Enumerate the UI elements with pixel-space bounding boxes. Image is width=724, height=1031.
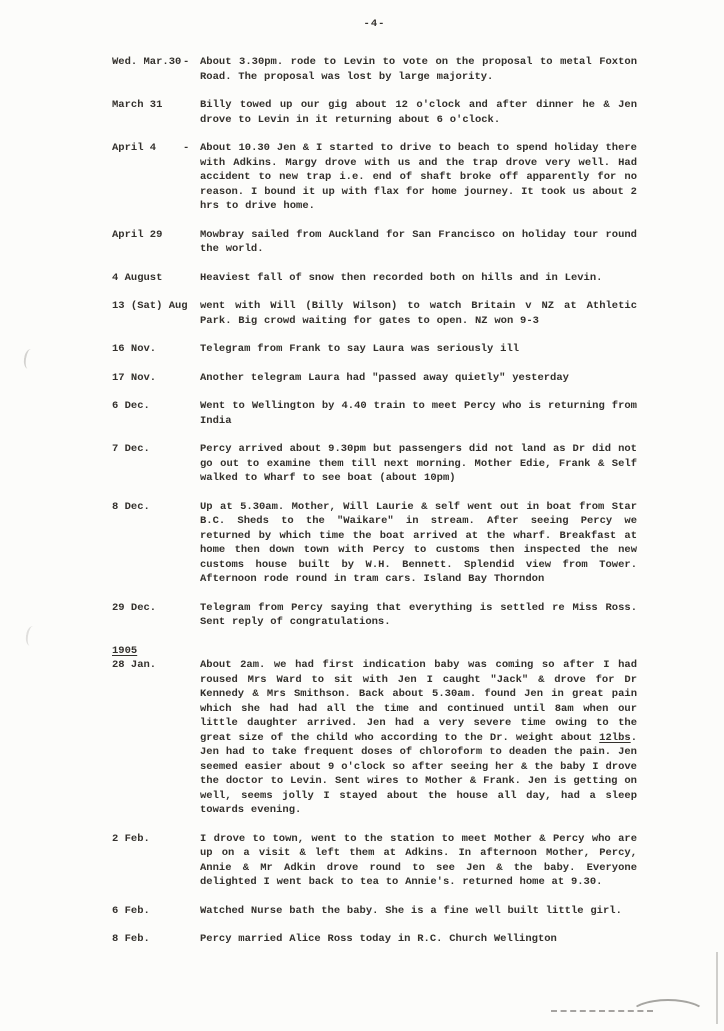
entry-text: I drove to town, went to the station to meet Mother & Percy who are up on a visit & left them at Adkins. In afternoon Mother, Percy, Annie & Mr Adkin drove round to see Jen & the baby. Everyone delighted I went back to tea to Annie's. returned home at 9.30.: [200, 832, 637, 888]
entry-date: 17 Nov.: [112, 371, 157, 384]
entry-date: 8 Dec.: [112, 500, 150, 513]
year-heading: 1905: [112, 644, 138, 657]
diary-entry: [112, 299, 637, 328]
entry-date: 16 Nov.: [112, 343, 157, 355]
diary-entry: [112, 98, 637, 127]
underlined-weight: 12lbs: [599, 731, 631, 744]
entry-text: Telegram from Percy saying that everything is settled re Miss Ross. Sent reply of congratulations.: [200, 601, 637, 628]
entry-date: Wed. Mar.30: [112, 56, 182, 68]
entry-date: 7 Dec.: [112, 443, 150, 455]
entry-date: March 31: [112, 99, 163, 111]
diary-entry: [112, 832, 637, 890]
diary-entry: [112, 442, 637, 486]
diary-entry: [112, 932, 637, 947]
entry-date: 28 Jan.: [112, 659, 157, 671]
entry-text: Percy married Alice Ross today in R.C. Church Wellington: [200, 933, 557, 945]
year-heading-row: [112, 644, 637, 659]
entry-text: Watched Nurse bath the baby. She is a fine well built little girl.: [200, 904, 622, 917]
diary-entry: [112, 271, 637, 286]
diary-entry: [112, 904, 637, 919]
entry-dash: -: [183, 142, 190, 154]
entry-text: Mowbray sailed from Auckland for San Francisco on holiday tour round the world.: [200, 228, 637, 255]
entry-text: went with Will (Billy Wilson) to watch Britain v NZ at Athletic Park. Big crowd waiting for gates to open. NZ won 9-3: [200, 300, 637, 327]
scan-curl-mark: [25, 625, 39, 646]
entry-text: - About 3.30pm. rode to Levin to vote on the proposal to metal Foxton Road. The proposal was lost by large majority.: [183, 56, 637, 83]
page-curl-arc: [629, 999, 707, 1031]
entry-date: April 29: [112, 228, 163, 241]
entry-dash: -: [183, 56, 190, 68]
entry-date: 6 Feb.: [112, 904, 150, 917]
entry-text: Billy towed up our gig about 12 o'clock and after dinner he & Jen drove to Levin in it returning about 6 o'clock.: [200, 99, 637, 126]
entry-date: 13 (Sat) Aug: [112, 300, 188, 312]
diary-entry: [112, 371, 637, 386]
entry-date: 6 Dec.: [112, 400, 150, 412]
page-number: -4-: [363, 18, 386, 30]
entry-date: 8 Feb.: [112, 933, 150, 945]
diary-entry: [112, 55, 637, 84]
diary-entry: [112, 399, 637, 428]
diary-entries: [112, 55, 637, 961]
entry-text: Heaviest fall of snow then recorded both on hills and in Levin.: [200, 271, 603, 284]
entry-text: Telegram from Frank to say Laura was seriously ill: [200, 343, 520, 355]
entry-date: 4 August: [112, 271, 163, 284]
entry-date: 29 Dec.: [112, 601, 157, 614]
entry-text: About 2am. we had first indication baby was coming so after I had roused Mrs Ward to sit with Jen I caught "Jack" & drove for Dr Kennedy & Mrs Smithson. Back about 5.30am. found Jen in great pain which she had had all the time and continued until 8am when our little daughter arrived. Jen had a very severe time owing to the great size of the child who according to the Dr. weight about 12lbs. Jen had to take frequent doses of chloroform to deaden the pain. Jen seemed easier about 9 o'clock so after seeing her & the baby I drove the doctor to Levin. Sent wires to Mother & Frank. Jen is getting on well, seems jolly I stayed about the house all day, had a sleep towards evening.: [200, 659, 637, 816]
entry-text: Percy arrived about 9.30pm but passengers did not land as Dr did not go out to examine them till next morning. Mother Edie, Frank & Self walked to Wharf to see boat (about 10pm): [200, 443, 637, 484]
entry-date: April 4: [112, 142, 157, 154]
diary-entry: [112, 500, 637, 587]
entry-text: - About 10.30 Jen & I started to drive to beach to spend holiday there with Adkins. Margy drove with us and the trap drove very well. Had accident to new trap i.e. end of shaft broke off apparently for no reason. I bound it up with flax for home journey. It took us about 2 hrs to drive home.: [183, 142, 637, 212]
scan-edge-line: [716, 952, 718, 1024]
diary-entry: [112, 601, 637, 630]
diary-entry: [112, 141, 637, 214]
diary-entry: [112, 658, 637, 818]
scan-curl-mark: [23, 348, 37, 369]
diary-entry: [112, 342, 637, 357]
entry-text: Went to Wellington by 4.40 train to meet Percy who is returning from India: [200, 400, 637, 427]
entry-date: 2 Feb.: [112, 832, 150, 845]
diary-entry: [112, 228, 637, 257]
entry-text: Up at 5.30am. Mother, Will Laurie & self went out in boat from Star B.C. Sheds to the "Waikare" in stream. After seeing Percy we returned by which time the boat arrived at the wharf. Breakfast at home then down town with Percy to customs then inspected the new customs house built by W.H. Bennett. Splendid view from Tower. Afternoon rode round in tram cars. Island Bay Thorndon: [200, 500, 637, 585]
entry-text: Another telegram Laura had "passed away quietly" yesterday: [200, 371, 569, 384]
